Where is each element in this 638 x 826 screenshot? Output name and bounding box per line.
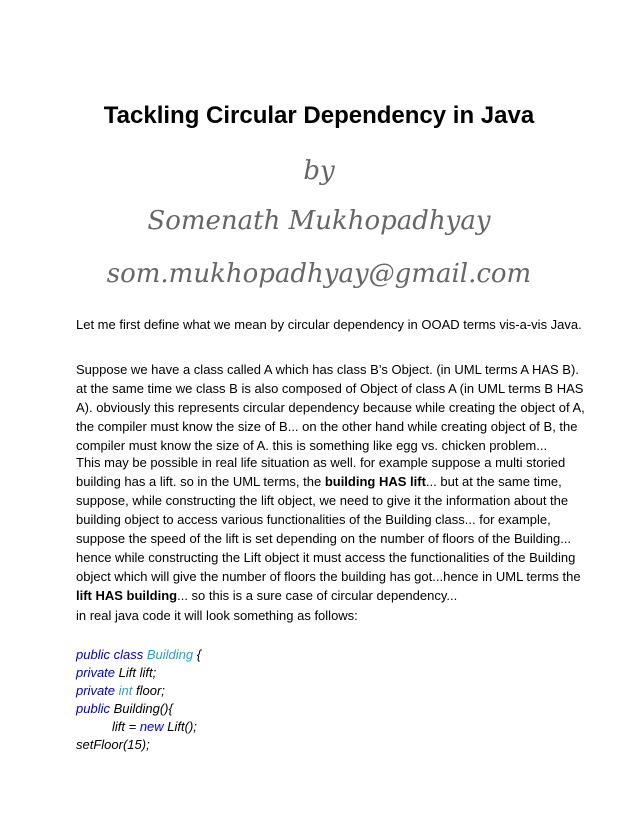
code-text: {	[193, 647, 202, 662]
paragraph-real-life-part2: ... but at the same time, suppose, while constructing the lift object, we need to give it the information about the building object to access various functionalities of the Building class... for example, suppose the speed of the lift is set depending on the number of floors of the Building... hence while constructing the Lift object it must access the functionalities of the Building object which will give the number of floors the building has got...hence in UML terms the	[76, 474, 581, 584]
code-text: Lift();	[163, 719, 197, 734]
code-line-4	[76, 700, 586, 718]
code-keyword: private	[76, 665, 116, 680]
paragraph-real-life-part3: ... so this is a sure case of circular dependency...	[177, 588, 458, 603]
code-type: int	[118, 683, 133, 698]
code-keyword: private	[76, 683, 119, 698]
code-block	[76, 646, 586, 754]
code-line-6	[76, 736, 586, 754]
paragraph-definition: Let me first define what we mean by circular dependency in OOAD terms vis-a-vis Java.	[76, 317, 582, 332]
author-name: Somenath Mukhopadhyay	[147, 206, 491, 236]
paragraph-class-example: Suppose we have a class called A which has class B’s Object. (in UML terms A HAS B). at the same time we class B is also composed of Object of class A (in UML terms B HAS A). obviously this represents circular dependency because while creating the object of A, the compiler must know the size of B... on the other hand while creating object of B, the compiler must know the size of A. this is something like egg vs. chicken problem...	[76, 362, 585, 453]
paragraph-real-life	[76, 453, 586, 605]
author-email: som.mukhopadhyay@gmail.com	[106, 259, 532, 289]
code-text: setFloor(15);	[76, 737, 150, 752]
emphasis-building-has-lift: building HAS lift	[324, 474, 426, 489]
code-line-2	[76, 664, 586, 682]
code-text: Lift lift;	[115, 665, 157, 680]
code-text: floor;	[132, 683, 165, 698]
code-keyword: public	[76, 701, 110, 716]
code-line-5	[76, 718, 586, 736]
paragraph-real-life-part1: This may be possible in real life situation as well. for example suppose a multi storied building has a lift. so in the UML terms, the	[76, 455, 566, 489]
document-title: Tackling Circular Dependency in Java	[103, 102, 535, 129]
code-text: Building(){	[109, 701, 173, 716]
code-line-1	[76, 646, 586, 664]
code-class-name: Building	[146, 647, 194, 662]
code-keyword: new	[139, 719, 164, 734]
byline-by: by	[303, 156, 335, 186]
code-line-3	[76, 682, 586, 700]
code-text: lift =	[112, 719, 140, 734]
emphasis-lift-has-building: lift HAS building	[76, 588, 178, 603]
paragraph-code-intro: in real java code it will look something as follows:	[76, 608, 358, 623]
code-keyword: public class	[76, 647, 147, 662]
